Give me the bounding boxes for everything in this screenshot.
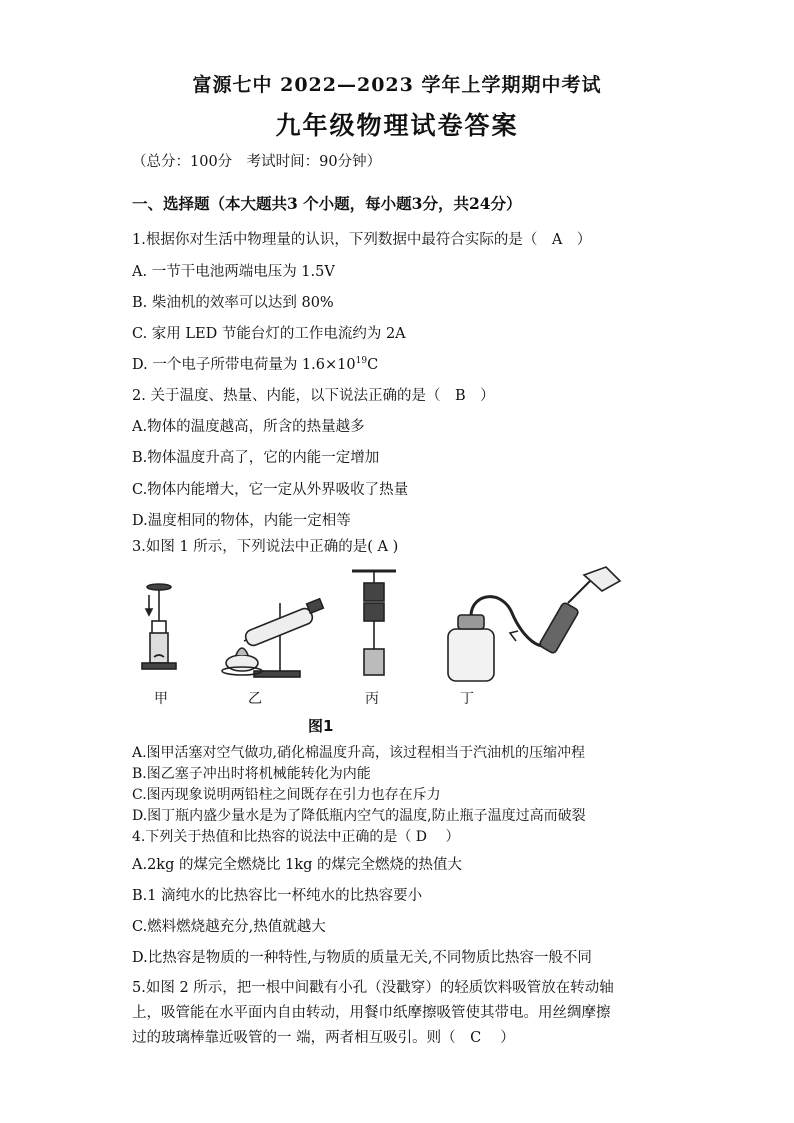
apparatus-jia: [142, 584, 176, 669]
q5-line-3: 过的玻璃棒靠近吸管的一 端，两者相互吸引。则（ C ）: [132, 1030, 515, 1046]
q4-option-c: C.燃料燃烧越充分,热值就越大: [132, 919, 326, 935]
exam-meta: （总分：100分 考试时间：90分钟）: [132, 154, 382, 170]
q2-option-a: A.物体的温度越高，所含的热量越多: [132, 419, 365, 435]
q5-line-2: 上，吸管能在水平面内自由转动，用餐巾纸摩擦吸管使其带电。用丝绸摩擦: [132, 1005, 611, 1021]
q4-stem: 4.下列关于热值和比热容的说法中正确的是（ D ）: [132, 829, 460, 845]
apparatus-ding: [448, 567, 620, 681]
q1-option-d-text: D. 一个电子所带电荷量为 1.6×10: [132, 357, 356, 373]
figure-label-bing: 丙: [365, 691, 379, 707]
figure-label-yi: 乙: [248, 691, 262, 707]
section-heading: 一、选择题（本大题共3 个小题，每小题3分，共24分）: [132, 194, 522, 213]
school-exam-title: 富源七中 2022—2023 学年上学期期中考试: [192, 74, 602, 96]
q3-stem: 3.如图 1 所示，下列说法中正确的是( A ): [132, 539, 399, 555]
q2-option-d: D.温度相同的物体，内能一定相等: [132, 513, 351, 529]
q1-option-d-exponent: 19: [355, 356, 368, 367]
apparatus-bing: [352, 571, 396, 675]
figure-label-jia: 甲: [154, 691, 168, 707]
q3-option-b: B.图乙塞子冲出时将机械能转化为内能: [132, 766, 371, 782]
q1-stem: 1.根据你对生活中物理量的认识，下列数据中最符合实际的是（ A ）: [132, 232, 592, 248]
q1-option-d-unit: C: [367, 357, 379, 373]
figure-label-ding: 丁: [460, 691, 474, 707]
q1-option-b: B. 柴油机的效率可以达到 80%: [132, 295, 334, 311]
q3-option-d: D.图丁瓶内盛少量水是为了降低瓶内空气的温度,防止瓶子温度过高而破裂: [132, 808, 586, 824]
q4-option-a: A.2kg 的煤完全燃烧比 1kg 的煤完全燃烧的热值大: [132, 857, 462, 873]
q3-option-a: A.图甲活塞对空气做功,硝化棉温度升高，该过程相当于汽油机的压缩冲程: [132, 745, 586, 761]
q2-option-b: B.物体温度升高了，它的内能一定增加: [132, 450, 380, 466]
q5-line-1: 5.如图 2 所示，把一根中间戳有小孔（没戳穿）的轻质饮料吸管放在转动轴: [132, 980, 614, 996]
paper-title: 九年级物理试卷答案: [275, 111, 519, 140]
q3-option-c: C.图丙现象说明两铅柱之间既存在引力也存在斥力: [132, 787, 441, 803]
q4-option-d: D.比热容是物质的一种特性,与物质的质量无关,不同物质比热容一般不同: [132, 950, 592, 966]
q2-stem: 2. 关于温度、热量、内能，以下说法正确的是（ B ）: [132, 388, 495, 404]
q4-option-b: B.1 滴纯水的比热容比一杯纯水的比热容要小: [132, 888, 423, 904]
q1-option-d: [132, 353, 378, 374]
q1-option-c: C. 家用 LED 节能台灯的工作电流约为 2A: [132, 326, 406, 342]
figure-1-caption: 图1: [308, 717, 334, 735]
q1-option-a: A. 一节干电池两端电压为 1.5V: [132, 264, 335, 280]
q2-option-c: C.物体内能增大，它一定从外界吸收了热量: [132, 482, 409, 498]
apparatus-yi: [222, 599, 323, 677]
